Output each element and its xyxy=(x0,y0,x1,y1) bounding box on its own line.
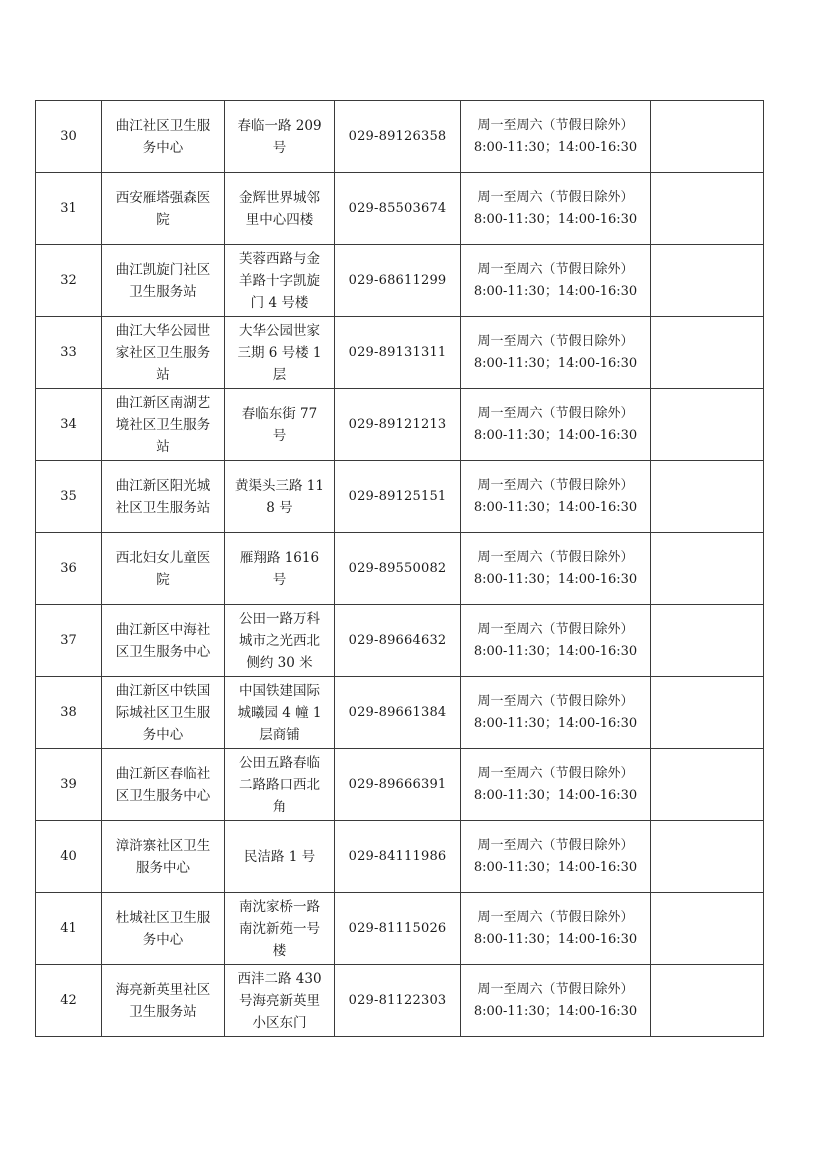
phone-number: 029-89664632 xyxy=(348,632,447,648)
row-number: 36 xyxy=(60,560,77,576)
row-number: 38 xyxy=(60,704,77,720)
phone-cell xyxy=(335,245,461,317)
phone-cell xyxy=(335,317,461,389)
facility-name-cell xyxy=(102,173,225,245)
facility-name-cell xyxy=(102,605,225,677)
phone-number: 029-68611299 xyxy=(348,272,447,288)
address-cell xyxy=(225,245,335,317)
service-days: 周一至周六（节假日除外） xyxy=(477,261,634,277)
row-number-cell xyxy=(36,893,102,965)
note-cell xyxy=(651,461,764,533)
facility-name-cell xyxy=(102,389,225,461)
row-number-cell xyxy=(36,821,102,893)
hours-cell xyxy=(461,965,651,1037)
service-time: 8:00-11:30；14:00-16:30 xyxy=(473,931,638,947)
row-number: 39 xyxy=(60,776,77,792)
service-days: 周一至周六（节假日除外） xyxy=(477,693,634,709)
phone-cell xyxy=(335,677,461,749)
phone-number: 029-89550082 xyxy=(348,560,447,576)
address-cell xyxy=(225,317,335,389)
facility-name: 曲江新区阳光城社区卫生服务站 xyxy=(115,477,211,516)
facility-name: 曲江新区中海社区卫生服务中心 xyxy=(115,621,211,660)
hours-cell xyxy=(461,605,651,677)
table-row xyxy=(36,533,764,605)
facility-address: 公田一路万科城市之光西北侧约 30 米 xyxy=(239,610,320,671)
facility-name-cell xyxy=(102,893,225,965)
hours-cell xyxy=(461,389,651,461)
facility-name: 杜城社区卫生服务中心 xyxy=(115,909,211,948)
address-cell xyxy=(225,749,335,821)
row-number-cell xyxy=(36,677,102,749)
phone-cell xyxy=(335,389,461,461)
facility-name-cell xyxy=(102,749,225,821)
note-cell xyxy=(651,677,764,749)
table-row xyxy=(36,605,764,677)
service-days: 周一至周六（节假日除外） xyxy=(477,117,634,133)
facility-name: 西北妇女儿童医院 xyxy=(115,549,211,588)
note-cell xyxy=(651,605,764,677)
row-number: 33 xyxy=(60,344,77,360)
service-days: 周一至周六（节假日除外） xyxy=(477,909,634,925)
facility-address: 公田五路春临二路路口西北角 xyxy=(239,754,320,815)
service-time: 8:00-11:30；14:00-16:30 xyxy=(473,787,638,803)
facility-address: 南沈家桥一路南沈新苑一号楼 xyxy=(239,898,320,959)
phone-number: 029-84111986 xyxy=(348,848,447,864)
facility-name-cell xyxy=(102,317,225,389)
facility-name: 曲江新区春临社区卫生服务中心 xyxy=(115,765,211,804)
service-time: 8:00-11:30；14:00-16:30 xyxy=(473,859,638,875)
phone-cell xyxy=(335,605,461,677)
service-days: 周一至周六（节假日除外） xyxy=(477,549,634,565)
service-time: 8:00-11:30；14:00-16:30 xyxy=(473,571,638,587)
facility-address: 黄渠头三路 118 号 xyxy=(235,477,324,516)
row-number: 37 xyxy=(60,632,77,648)
row-number-cell xyxy=(36,605,102,677)
hours-cell xyxy=(461,821,651,893)
row-number-cell xyxy=(36,245,102,317)
address-cell xyxy=(225,893,335,965)
hours-cell xyxy=(461,317,651,389)
facility-address: 春临东街 77 号 xyxy=(241,405,318,444)
facility-address: 西沣二路 430 号海亮新英里小区东门 xyxy=(237,970,322,1031)
service-time: 8:00-11:30；14:00-16:30 xyxy=(473,283,638,299)
facility-name: 曲江新区南湖艺境社区卫生服务站 xyxy=(115,394,211,455)
facility-name-cell xyxy=(102,677,225,749)
facility-address: 芙蓉西路与金羊路十字凯旋门 4 号楼 xyxy=(239,250,320,311)
table-row xyxy=(36,893,764,965)
service-days: 周一至周六（节假日除外） xyxy=(477,189,634,205)
health-center-table xyxy=(35,100,764,1037)
hours-cell xyxy=(461,101,651,173)
facility-name-cell xyxy=(102,461,225,533)
service-time: 8:00-11:30；14:00-16:30 xyxy=(473,211,638,227)
row-number-cell xyxy=(36,317,102,389)
table-row xyxy=(36,461,764,533)
facility-name-cell xyxy=(102,965,225,1037)
phone-number: 029-89121213 xyxy=(348,416,447,432)
service-time: 8:00-11:30；14:00-16:30 xyxy=(473,1003,638,1019)
phone-cell xyxy=(335,749,461,821)
facility-name-cell xyxy=(102,101,225,173)
address-cell xyxy=(225,101,335,173)
phone-number: 029-85503674 xyxy=(348,200,447,216)
facility-name: 海亮新英里社区卫生服务站 xyxy=(115,981,211,1020)
phone-cell xyxy=(335,821,461,893)
note-cell xyxy=(651,317,764,389)
service-days: 周一至周六（节假日除外） xyxy=(477,981,634,997)
note-cell xyxy=(651,749,764,821)
table-row xyxy=(36,965,764,1037)
facility-name: 西安雁塔强森医院 xyxy=(115,189,211,228)
phone-cell xyxy=(335,893,461,965)
service-days: 周一至周六（节假日除外） xyxy=(477,477,634,493)
hours-cell xyxy=(461,893,651,965)
facility-name-cell xyxy=(102,821,225,893)
hours-cell xyxy=(461,245,651,317)
row-number-cell xyxy=(36,173,102,245)
row-number: 35 xyxy=(60,488,77,504)
facility-name: 曲江社区卫生服务中心 xyxy=(115,117,211,156)
phone-number: 029-89661384 xyxy=(348,704,447,720)
phone-cell xyxy=(335,101,461,173)
table-body xyxy=(36,101,764,1037)
facility-address: 雁翔路 1616 号 xyxy=(239,549,320,588)
note-cell xyxy=(651,173,764,245)
address-cell xyxy=(225,605,335,677)
facility-address: 中国铁建国际城曦园 4 幢 1 层商铺 xyxy=(237,682,322,743)
facility-address: 民洁路 1 号 xyxy=(243,848,316,865)
row-number-cell xyxy=(36,749,102,821)
service-days: 周一至周六（节假日除外） xyxy=(477,621,634,637)
phone-cell xyxy=(335,965,461,1037)
row-number: 34 xyxy=(60,416,77,432)
note-cell xyxy=(651,245,764,317)
phone-cell xyxy=(335,533,461,605)
hours-cell xyxy=(461,533,651,605)
address-cell xyxy=(225,533,335,605)
phone-number: 029-89126358 xyxy=(348,128,447,144)
note-cell xyxy=(651,821,764,893)
note-cell xyxy=(651,533,764,605)
facility-name: 漳浒寨社区卫生服务中心 xyxy=(115,837,211,876)
table-row xyxy=(36,749,764,821)
row-number-cell xyxy=(36,533,102,605)
facility-name-cell xyxy=(102,533,225,605)
note-cell xyxy=(651,101,764,173)
phone-number: 029-81115026 xyxy=(348,920,447,936)
address-cell xyxy=(225,677,335,749)
facility-name: 曲江凯旋门社区卫生服务站 xyxy=(115,261,211,300)
note-cell xyxy=(651,893,764,965)
row-number: 41 xyxy=(60,920,77,936)
address-cell xyxy=(225,389,335,461)
note-cell xyxy=(651,389,764,461)
hours-cell xyxy=(461,677,651,749)
facility-address: 春临一路 209 号 xyxy=(237,117,322,156)
address-cell xyxy=(225,173,335,245)
hours-cell xyxy=(461,173,651,245)
service-days: 周一至周六（节假日除外） xyxy=(477,333,634,349)
row-number: 40 xyxy=(60,848,77,864)
row-number: 42 xyxy=(60,992,77,1008)
row-number: 32 xyxy=(60,272,77,288)
service-time: 8:00-11:30；14:00-16:30 xyxy=(473,355,638,371)
row-number-cell xyxy=(36,101,102,173)
table-row xyxy=(36,173,764,245)
table-row xyxy=(36,677,764,749)
phone-number: 029-81122303 xyxy=(348,992,447,1008)
address-cell xyxy=(225,965,335,1037)
row-number: 31 xyxy=(60,200,77,216)
service-days: 周一至周六（节假日除外） xyxy=(477,765,634,781)
phone-cell xyxy=(335,461,461,533)
phone-number: 029-89125151 xyxy=(348,488,447,504)
service-time: 8:00-11:30；14:00-16:30 xyxy=(473,499,638,515)
row-number-cell xyxy=(36,461,102,533)
table-row xyxy=(36,101,764,173)
note-cell xyxy=(651,965,764,1037)
service-time: 8:00-11:30；14:00-16:30 xyxy=(473,715,638,731)
service-time: 8:00-11:30；14:00-16:30 xyxy=(473,139,638,155)
service-days: 周一至周六（节假日除外） xyxy=(477,837,634,853)
table-row xyxy=(36,389,764,461)
facility-name: 曲江大华公园世家社区卫生服务站 xyxy=(115,322,211,383)
table-row xyxy=(36,317,764,389)
facility-address: 大华公园世家三期 6 号楼 1 层 xyxy=(237,322,322,383)
row-number-cell xyxy=(36,965,102,1037)
phone-cell xyxy=(335,173,461,245)
facility-address: 金辉世界城邻里中心四楼 xyxy=(239,189,320,228)
hours-cell xyxy=(461,461,651,533)
phone-number: 029-89666391 xyxy=(348,776,447,792)
address-cell xyxy=(225,461,335,533)
service-time: 8:00-11:30；14:00-16:30 xyxy=(473,427,638,443)
row-number: 30 xyxy=(60,128,77,144)
row-number-cell xyxy=(36,389,102,461)
service-days: 周一至周六（节假日除外） xyxy=(477,405,634,421)
phone-number: 029-89131311 xyxy=(348,344,447,360)
table-row xyxy=(36,821,764,893)
facility-name: 曲江新区中铁国际城社区卫生服务中心 xyxy=(115,682,211,743)
facility-name-cell xyxy=(102,245,225,317)
table-row xyxy=(36,245,764,317)
hours-cell xyxy=(461,749,651,821)
address-cell xyxy=(225,821,335,893)
service-time: 8:00-11:30；14:00-16:30 xyxy=(473,643,638,659)
